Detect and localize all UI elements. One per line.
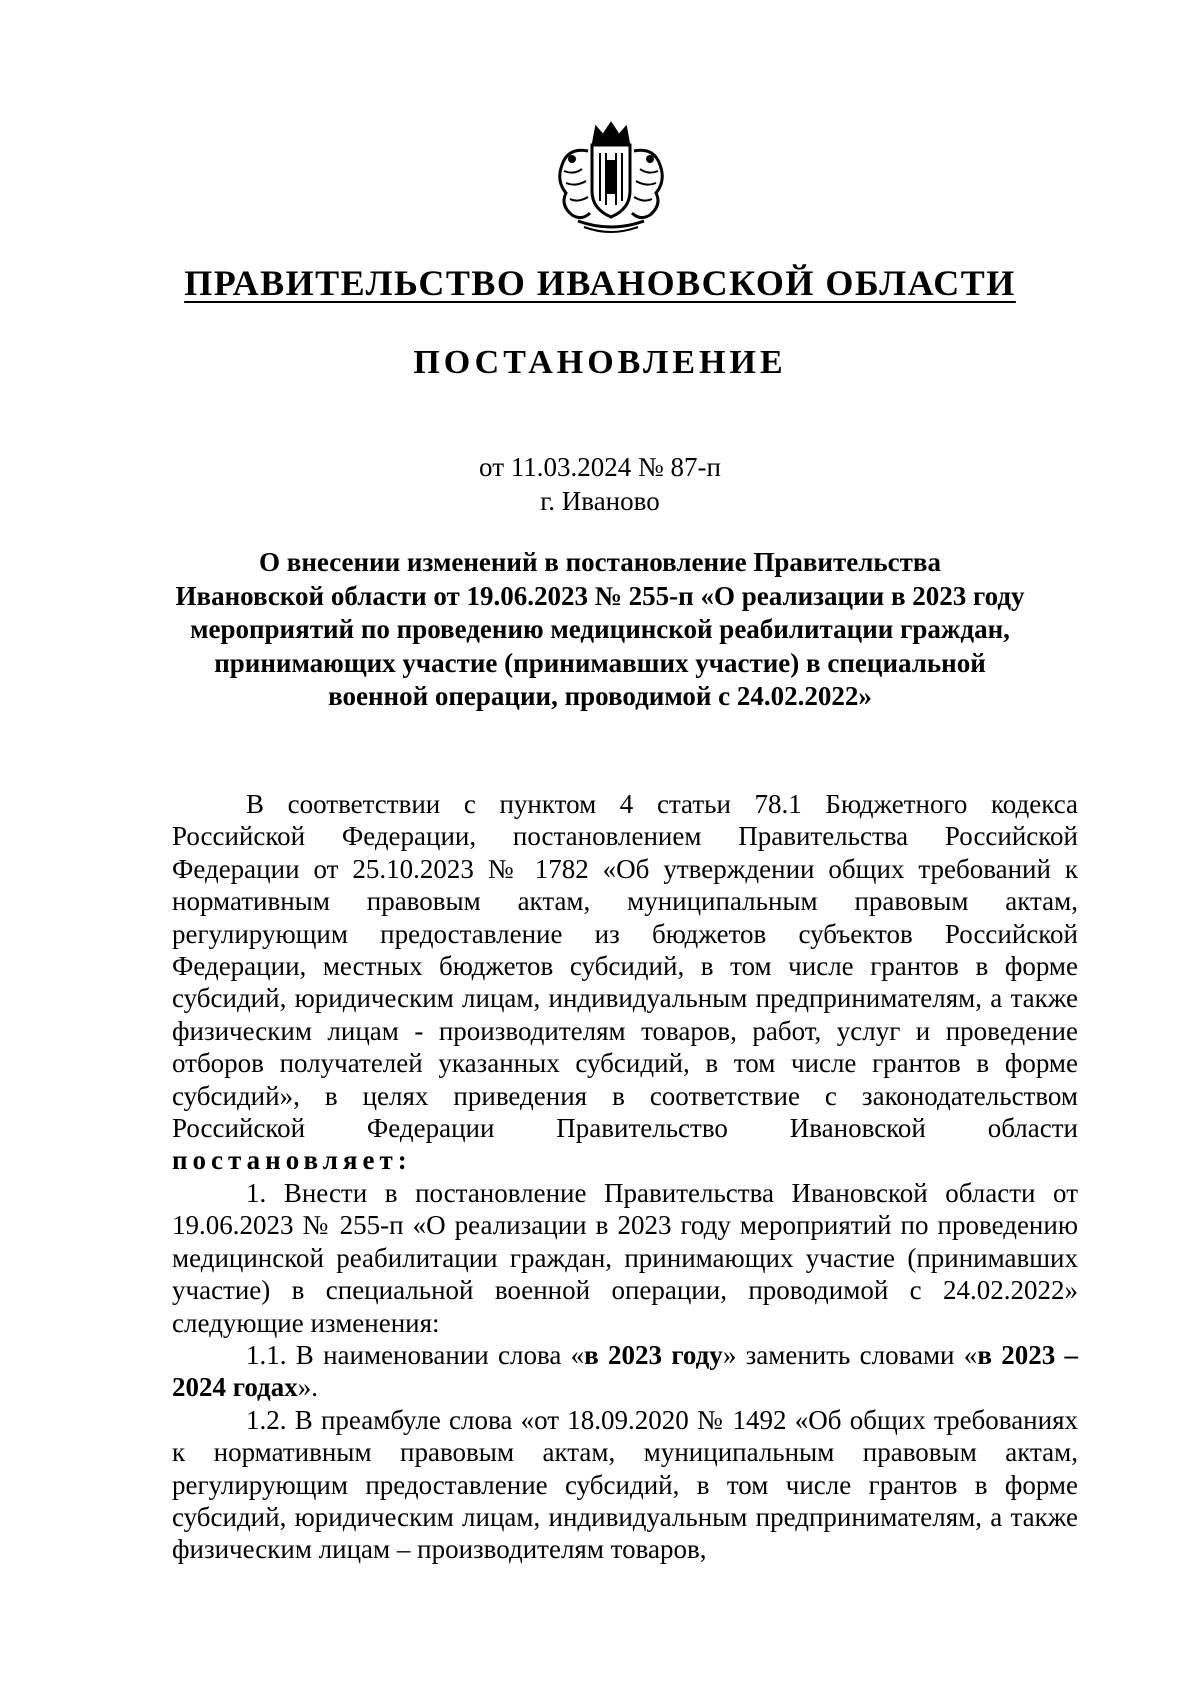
item-1-1-paragraph (172, 1339, 1078, 1404)
document-body (172, 788, 1078, 1566)
coat-of-arms-emblem (548, 121, 674, 237)
preamble-paragraph (172, 788, 1078, 1177)
item-1-1-suffix: ». (297, 1372, 318, 1403)
item-1-1-new-words: в 2023 – 2024 годах (172, 1339, 1078, 1403)
item-1-1-prefix: 1.1. В наименовании слова « (246, 1339, 585, 1370)
item-1-1-middle: » заменить словами « (722, 1339, 978, 1370)
subject-line: принимающих участие (принимавших участие) в специальной (214, 647, 986, 678)
document-city: г. Иваново (540, 486, 660, 516)
organization-title (0, 262, 1200, 304)
document-subject (160, 546, 1040, 714)
document-type: ПОСТАНОВЛЕНИЕ (413, 344, 787, 381)
item-1-paragraph: 1. Внести в постановление Правительства Ивановской области от 19.06.2023 № 255-п «О реализации в 2023 году мероприятий по проведению медицинской реабилитации граждан, принимающих участие (принимавших участие) в специальной военной операции, проводимой с 24.02.2022» следующие изменения: (172, 1177, 1078, 1338)
subject-line: О внесении изменений в постановление Правительства (259, 547, 941, 577)
organization-title-text: ПРАВИТЕЛЬСТВО ИВАНОВСКОЙ ОБЛАСТИ (184, 263, 1016, 303)
document-date-number: от 11.03.2024 № 87-п (479, 452, 721, 482)
preamble-text: В соответствии с пунктом 4 статьи 78.1 Бюджетного кодекса Российской Федерации, постановлением Правительства Российской Федерации от 25.10.2023 № 1782 «Об утверждении общих требований к нормативным правовым актам, муниципальным правовым актам, регулирующим предоставление из бюджетов субъектов Российской Федерации, местных бюджетов субсидий, в том числе грантов в форме субсидий, юридическим лицам, индивидуальным предпринимателям, а также физическим лицам - производителям товаров, работ, услуг и проведение отборов получателей указанных субсидий, в том числе грантов в форме субсидий», в целях приведения в соответствие с законодательством Российской Федерации Правительство Ивановской области (172, 789, 1078, 1144)
resolves-word: постановляет: (172, 1145, 412, 1176)
subject-line: мероприятий по проведению медицинской реабилитации граждан, (190, 614, 1010, 644)
subject-line: Ивановской области от 19.06.2023 № 255-п «О реализации в 2023 году (175, 580, 1025, 611)
subject-line: военной операции, проводимой с 24.02.2022» (328, 681, 872, 711)
item-1-1-old-words: в 2023 году (584, 1339, 723, 1370)
item-1-2-paragraph: 1.2. В преамбуле слова «от 18.09.2020 № 1492 «Об общих требованиях к нормативным правовым актам, муниципальным правовым актам, регулирующим предоставление субсидий, в том числе грантов в форме субсидий, юридическим лицам, индивидуальным предпринимателям, а также физическим лицам – производителям товаров, (172, 1404, 1078, 1565)
